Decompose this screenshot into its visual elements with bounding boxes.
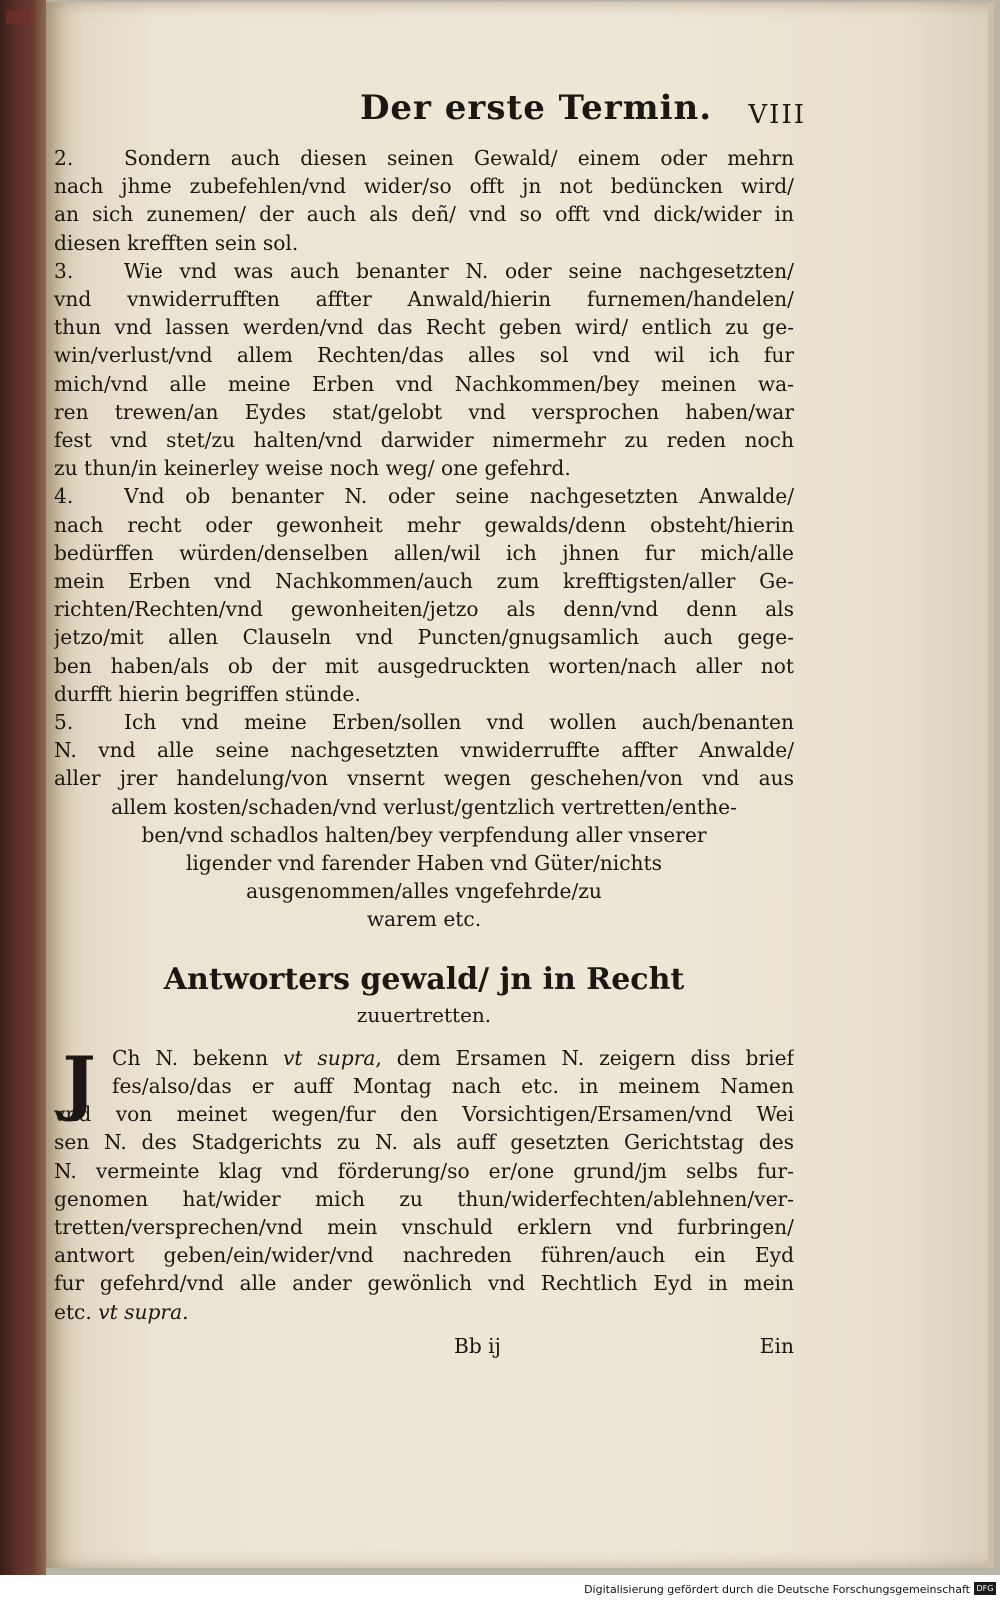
catchword: Ein (759, 1333, 794, 1358)
paragraph-5 (54, 708, 794, 736)
text-line: an sich zunemen/ der auch als deñ/ vnd so offt vnd dick/wider in (54, 202, 794, 227)
text-line: zu thun/in keinerley weise noch weg/ one gefehrd. (54, 456, 571, 481)
text-line: allem kosten/schaden/vnd verlust/gentzlich vertretten/enthe- (111, 794, 737, 819)
text-line: sen N. des Stadgerichts zu N. als auff gesetzten Gerichtstag des (54, 1130, 794, 1155)
text-line: etc. vt supra. (54, 1299, 189, 1324)
folio-number: VIII (748, 100, 806, 130)
paragraph-number: 5. (54, 710, 74, 735)
text-line: Sondern auch diesen seinen Gewald/ einem oder mehrn (124, 146, 794, 170)
text-line: vnd vnwiderrufften affter Anwald/hierin furnemen/handelen/ (54, 287, 794, 312)
text-line: fest vnd stet/zu halten/vnd darwider nimermehr zu reden noch (54, 428, 794, 453)
paragraph-number: 3. (54, 258, 74, 283)
paragraph-number: 2. (54, 146, 74, 170)
text-line: durfft hierin begriffen stünde. (54, 681, 361, 706)
text-line: ren trewen/an Eydes stat/gelobt vnd versprochen haben/war (54, 399, 794, 424)
text-line: Wie vnd was auch benanter N. oder seine nachgesetzten/ (124, 258, 794, 283)
text-line: aller jrer handelung/von vnsernt wegen geschehen/von vnd aus (54, 766, 794, 791)
text-line: Ch N. bekenn vt supra, dem Ersamen N. zeigern diss brief (112, 1045, 794, 1070)
footer-bar (0, 1575, 1000, 1604)
text-line: mein Erben vnd Nachkommen/auch zum krefftigsten/aller Ge- (54, 569, 794, 594)
text-line: ligender vnd farender Haben vnd Güter/nichts (185, 851, 663, 876)
page-foot-line (54, 1332, 794, 1360)
signature-mark: Bb ij (454, 1333, 501, 1358)
text-line: ben/vnd schadlos halten/bey verpfendung aller vnserer (141, 822, 707, 847)
funding-credit: Digitalisierung gefördert durch die Deutsche Forschungsgemeinschaft (584, 1583, 970, 1596)
text-line: jetzo/mit allen Clauseln vnd Puncten/gnugsamlich auch gege- (54, 625, 794, 650)
text-line: vnd von meinet wegen/fur den Vorsichtigen/Ersamen/vnd Wei (54, 1102, 794, 1127)
text-line: genomen hat/wider mich zu thun/widerfechten/ablehnen/ver- (54, 1186, 794, 1211)
text-line: tretten/versprechen/vnd mein vnschuld erklern vnd furbringen/ (54, 1214, 794, 1239)
text-line: thun vnd lassen werden/vnd das Recht geben wird/ entlich zu ge- (54, 315, 794, 340)
text-line: diesen krefften sein sol. (54, 230, 299, 255)
text-line: fes/also/das er auff Montag nach etc. in meinem Namen (112, 1073, 794, 1098)
text-line: Ich vnd meine Erben/sollen vnd wollen auch/benanten (124, 710, 794, 735)
paragraph-3 (54, 257, 794, 285)
text-line: fur gefehrd/vnd alle ander gewönlich vnd Rechtlich Eyd in mein (54, 1271, 794, 1296)
text-line: Vnd ob benanter N. oder seine nachgesetzten Anwalde/ (124, 484, 794, 509)
book-page (46, 2, 994, 1568)
paragraph-2 (54, 144, 794, 172)
text-line: warem etc. (366, 907, 482, 932)
text-line: N. vermeinte klag vnd förderung/so er/one grund/jm selbs fur- (54, 1158, 794, 1183)
dfg-logo: DFG (974, 1582, 996, 1595)
text-line: win/verlust/vnd allem Rechten/das alles sol vnd wil ich fur (54, 343, 794, 368)
text-line: mich/vnd alle meine Erben vnd Nachkommen/bey meinen wa- (54, 371, 794, 396)
section-heading: Antworters gewald/ jn in Recht (163, 961, 685, 997)
text-line: antwort geben/ein/wider/vnd nachreden führen/auch ein Eyd (54, 1243, 794, 1268)
page-body (54, 144, 794, 1360)
text-line: nach recht oder gewonheit mehr gewalds/denn obsteht/hierin (54, 512, 794, 537)
decorated-initial: J (62, 1040, 96, 1124)
book-binding-edge (0, 0, 46, 1575)
paragraph-4 (54, 482, 794, 510)
running-head: Der erste Termin. (359, 88, 713, 128)
text-line: richten/Rechten/vnd gewonheiten/jetzo als denn/vnd denn als (54, 597, 794, 622)
text-line: ausgenommen/alles vngefehrde/zu (246, 879, 602, 904)
text-line: N. vnd alle seine nachgesetzten vnwiderruffte affter Anwalde/ (54, 738, 794, 763)
section-subheading: zuuertretten. (356, 1002, 492, 1027)
text-line: bedürffen würden/denselben allen/wil ich jhnen fur mich/alle (54, 540, 794, 565)
text-line: nach jhme zubefehlen/vnd wider/so offt jn not bedüncken wird/ (54, 174, 794, 199)
text-line: ben haben/als ob der mit ausgedruckten worten/nach aller not (54, 653, 794, 678)
paragraph-number: 4. (54, 484, 74, 509)
